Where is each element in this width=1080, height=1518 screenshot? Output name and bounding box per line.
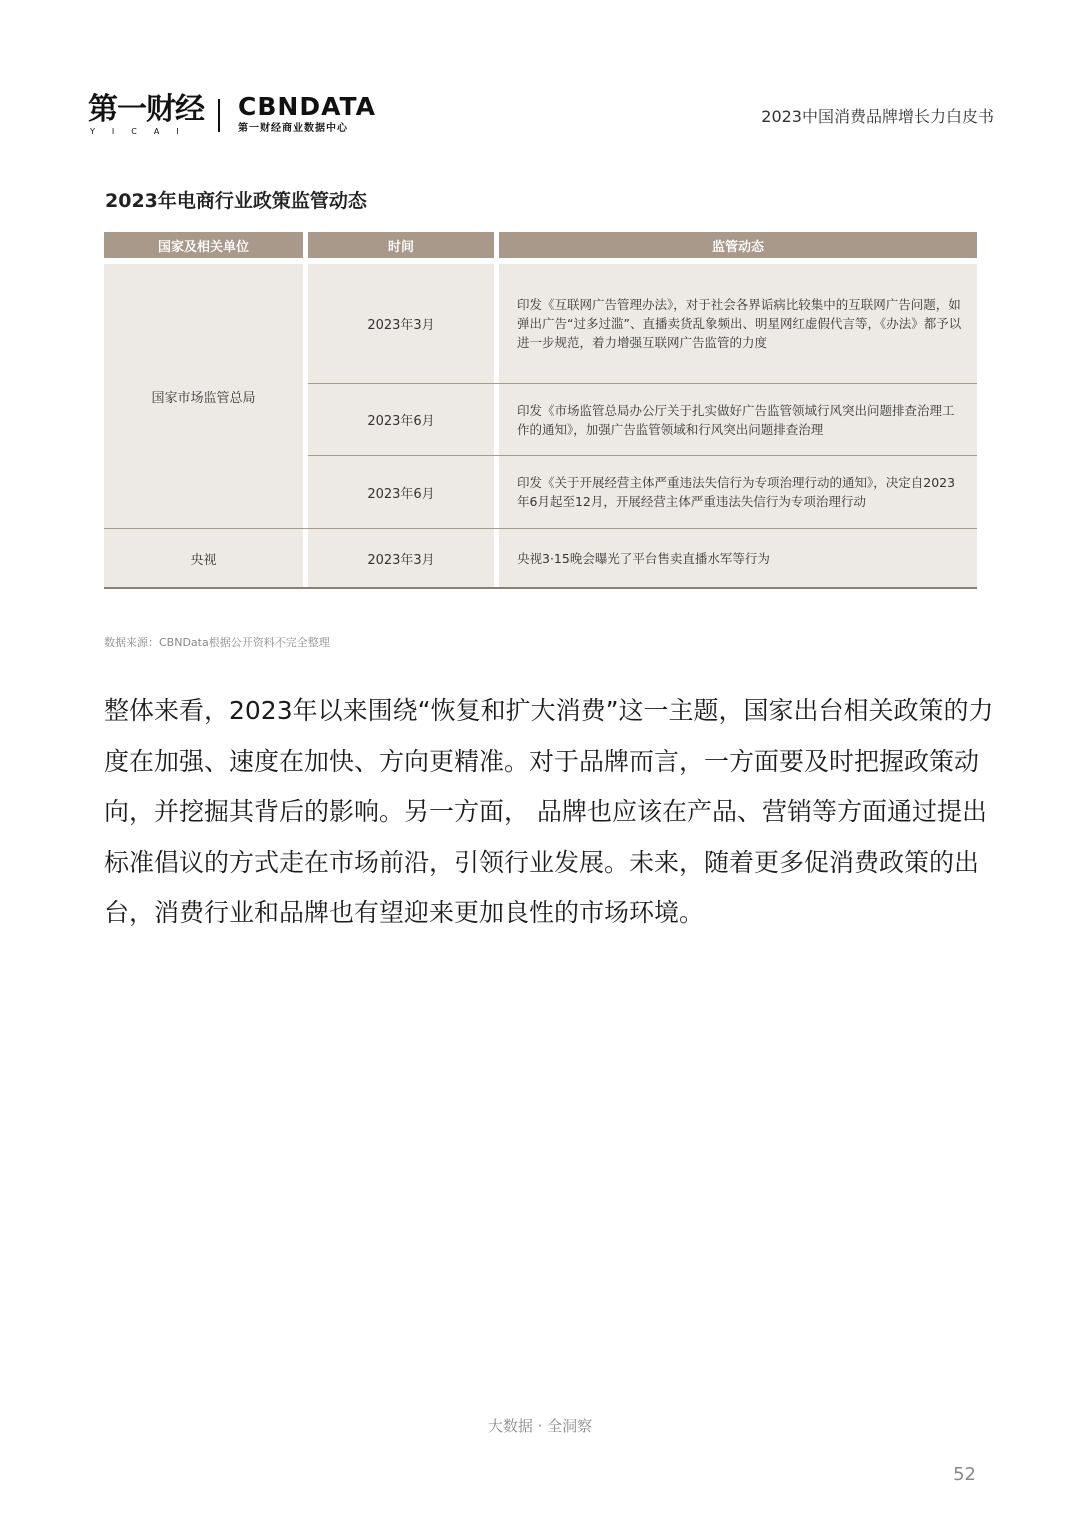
cbndata-logo-text: CBNDATA bbox=[238, 92, 376, 121]
desc-cell: 印发《市场监管总局办公厅关于扎实做好广告监管领域行风突出问题排查治理工作的通知》，加强广告监管领域和行风突出问题排查治理 bbox=[499, 384, 977, 455]
table-row bbox=[308, 264, 977, 384]
table-row bbox=[308, 529, 977, 587]
desc-cell: 印发《互联网广告管理办法》，对于社会各界诟病比较集中的互联网广告问题，如弹出广告“过多过滥”、直播卖货乱象频出、明星网红虚假代言等，《办法》都予以进一步规范，着力增强互联网广告监管的力度 bbox=[499, 264, 977, 383]
page-number: 52 bbox=[953, 1464, 976, 1485]
table-bottom-border bbox=[104, 587, 977, 589]
cbndata-logo-subtext: 第一财经商业数据中心 bbox=[238, 123, 348, 134]
column-header-time: 时间 bbox=[308, 232, 494, 258]
column-header-org: 国家及相关单位 bbox=[104, 232, 303, 258]
document-title: 2023中国消费品牌增长力白皮书 bbox=[761, 107, 994, 126]
group-rows bbox=[308, 264, 977, 528]
desc-cell: 印发《关于开展经营主体严重违法失信行为专项治理行动的通知》，决定自2023年6月起至12月，开展经营主体严重违法失信行为专项治理行动 bbox=[499, 456, 977, 528]
logo-divider bbox=[218, 99, 220, 132]
policy-table bbox=[104, 232, 977, 589]
table-group-samr bbox=[104, 264, 977, 528]
cbndata-logo bbox=[238, 92, 376, 136]
yicai-logo-subtext: YICAI bbox=[90, 127, 196, 136]
section-title: 2023年电商行业政策监管动态 bbox=[105, 190, 367, 212]
org-cell: 国家市场监管总局 bbox=[104, 264, 303, 528]
time-cell: 2023年3月 bbox=[308, 264, 494, 383]
org-cell: 央视 bbox=[104, 529, 303, 587]
group-rows bbox=[308, 529, 977, 587]
table-body bbox=[104, 264, 977, 589]
page-header bbox=[0, 0, 1080, 160]
time-cell: 2023年6月 bbox=[308, 384, 494, 455]
column-header-dynamics: 监管动态 bbox=[499, 232, 977, 258]
yicai-logo bbox=[88, 93, 204, 137]
body-paragraph: 整体来看，2023年以来围绕“恢复和扩大消费”这一主题，国家出台相关政策的力度在加强、速度在加快、方向更精准。对于品牌而言，一方面要及时把握政策动向，并挖掘其背后的影响。另一方面， 品牌也应该在产品、营销等方面通过提出标准倡议的方式走在市场前沿，引领行业发展。未来，随着更多促消费政策的出台，消费行业和品牌也有望迎来更加良性的市场环境。 bbox=[104, 696, 994, 927]
footer-tagline: 大数据 · 全洞察 bbox=[487, 1417, 593, 1435]
time-cell: 2023年6月 bbox=[308, 456, 494, 528]
table-row bbox=[308, 384, 977, 456]
yicai-logo-text: 第一财经 bbox=[88, 92, 204, 127]
table-header-row bbox=[104, 232, 977, 258]
data-source-note: 数据来源：CBNData根据公开资料不完全整理 bbox=[104, 636, 330, 649]
table-row bbox=[308, 456, 977, 528]
table-group-cctv bbox=[104, 529, 977, 587]
desc-cell: 央视3·15晚会曝光了平台售卖直播水军等行为 bbox=[499, 529, 977, 587]
time-cell: 2023年3月 bbox=[308, 529, 494, 587]
